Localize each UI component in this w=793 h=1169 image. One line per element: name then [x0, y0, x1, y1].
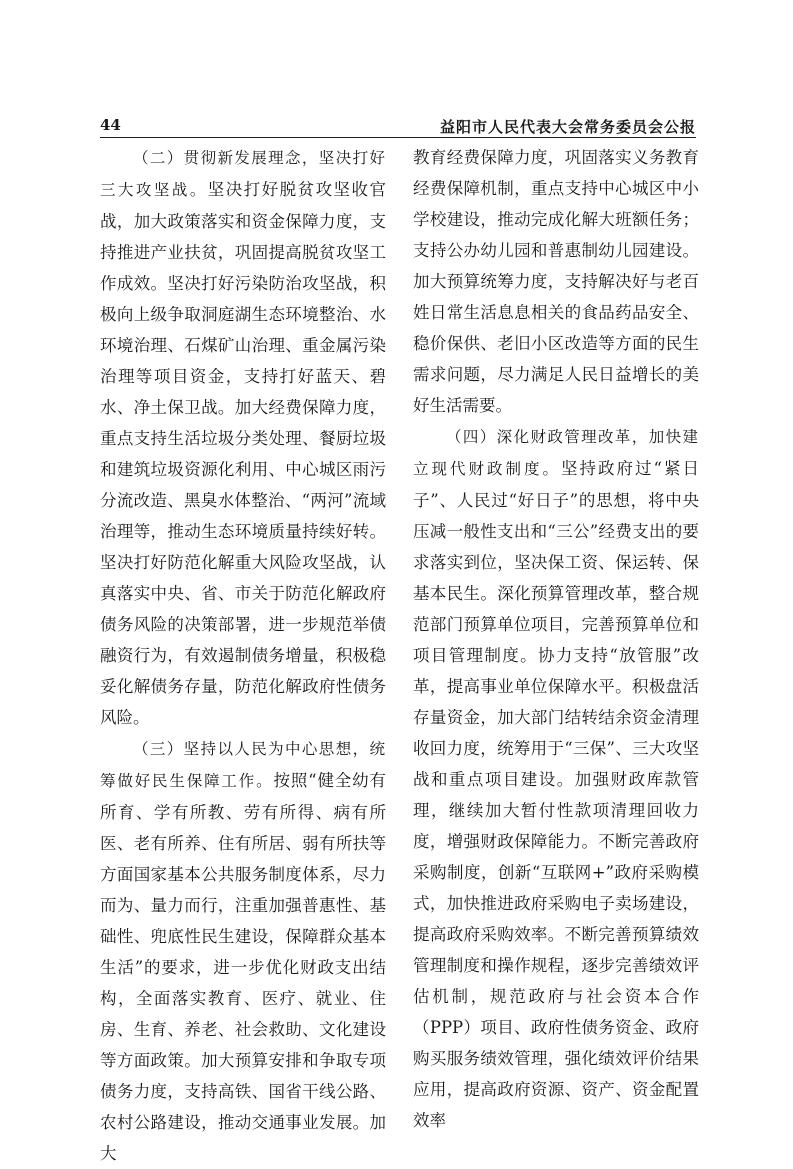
section-3-body: 按照“健全幼有所育、学有所教、劳有所得、病有所医、老有所养、住有所居、弱有所扶等方面国家基本公共服务制度体系，尽力而为、量力而行，注重加强普惠性、基础性、兜底性民生建设，保障群众基本生活”的要求，进一步优化财政支出结构，全面落实教育、医疗、就业、住房、生育、养老、社会救助、文化建设等方面政策。加大预算安排和争取专项债务力度，支持高铁、国省干线公路、农村公路建设，推动交通事业发展。加大 [100, 771, 386, 1163]
section-4-body: 坚持政府过“紧日子”、人民过“好日子”的思想，将中央压减一般性支出和“三公”经费支出的要求落实到位，坚决保工资、保运转、保基本民生。深化预算管理改革，整合规范部门预算单位项目，完善预算单位和项目管理制度。协力支持“放管服”改革，提高事业单位保障水平。积极盘活存量资金，加大部门结转结余资金清理收回力度，统筹用于“三保”、三大攻坚战和重点项目建设。加强财政库款管理，继续加大暂付性款项清理回收力度，增强财政保障能力。不断完善政府采购制度，创新“互联网+”政府采购模式，加快推进政府采购电子卖场建设，提高政府采购效率。不断完善预算绩效管理制度和操作规程，逐步完善绩效评估机制，规范政府与社会资本合作（PPP）项目、政府性债务资金、政府购买服务绩效管理，强化绩效评价结果应用，提高政府资源、资产、资金配置效率 [413, 459, 699, 1130]
paragraph-section-3-continued: 教育经费保障力度，巩固落实义务教育经费保障机制，重点支持中心城区中小学校建设，推动完成化解大班额任务；支持公办幼儿园和普惠制幼儿园建设。加大预算统筹力度，支持解决好与老百姓日常生活息息相关的食品药品安全、稳价保供、老旧小区改造等方面的民生需求问题，尽力满足人民日益增长的美好生活需要。 [413, 148, 699, 415]
right-column [413, 142, 699, 1130]
left-column [100, 142, 386, 1163]
paragraph-section-2 [100, 142, 386, 733]
page-header [100, 112, 696, 138]
paragraph-section-3 [100, 733, 386, 1169]
paragraph-section-4 [413, 421, 699, 1136]
section-2-body: 坚决打好脱贫攻坚收官战，加大政策落实和资金保障力度，支持推进产业扶贫，巩固提高脱贫攻坚工作成效。坚决打好污染防治攻坚战，积极向上级争取洞庭湖生态环境整治、水环境治理、石煤矿山治理、重金属污染治理等项目资金，支持打好蓝天、碧水、净土保卫战。加大经费保障力度，重点支持生活垃圾分类处理、餐厨垃圾和建筑垃圾资源化利用、中心城区雨污分流改造、黑臭水体整治、“两河”流域治理等，推动生态环境质量持续好转。坚决打好防范化解重大风险攻坚战，认真落实中央、省、市关于防范化解政府债务风险的决策部署，进一步规范举债融资行为，有效遏制债务增量，积极稳妥化解债务存量，防范化解政府性债务风险。 [100, 180, 386, 727]
page-number: 44 [100, 116, 121, 134]
publication-title: 益阳市人民代表大会常务委员会公报 [439, 118, 696, 136]
section-2-heading: （二）贯彻新发展理念，坚决打好三大攻坚战。 [100, 149, 386, 199]
section-3-heading: （三）坚持以人民为中心思想，统筹做好民生保障工作。 [100, 740, 386, 790]
header-rule [100, 137, 696, 138]
section-4-heading: （四）深化财政管理改革，加快建立现代财政制度。 [413, 428, 699, 478]
